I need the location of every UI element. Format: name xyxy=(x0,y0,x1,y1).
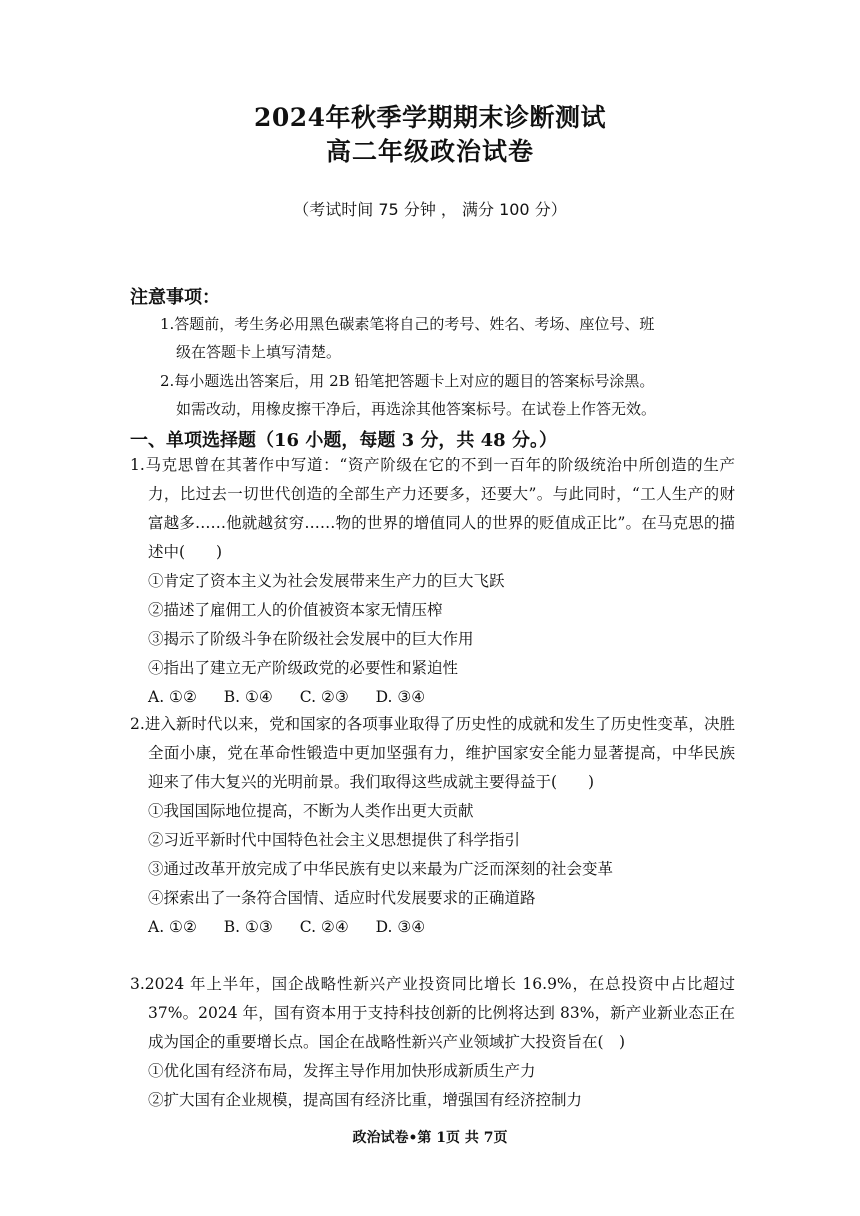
exam-title: 2024年秋季学期期末诊断测试 xyxy=(253,103,607,132)
answer-choice-d: D. ③④ xyxy=(375,918,426,936)
note-item-line: 级在答题卡上填写清楚。 xyxy=(176,343,342,361)
question-option: ③通过改革开放完成了中华民族有史以来最为广泛而深刻的社会变革 xyxy=(148,860,614,878)
answer-choice-a: A. ①② xyxy=(148,918,197,936)
answer-choice-a: A. ①② xyxy=(148,688,197,706)
question-2 xyxy=(130,710,735,942)
answer-choices xyxy=(130,683,735,712)
answer-choice-d: D. ③④ xyxy=(375,688,426,706)
section-title: 一、单项选择题（16 小题，每题 3 分，共 48 分。） xyxy=(130,430,557,451)
question-option: ②习近平新时代中国特色社会主义思想提供了科学指引 xyxy=(148,831,521,849)
question-option: ①我国国际地位提高，不断为人类作出更大贡献 xyxy=(148,802,474,820)
note-item-1 xyxy=(160,310,740,366)
question-option: ①肯定了资本主义为社会发展带来生产力的巨大飞跃 xyxy=(148,572,505,590)
note-item-line: 2.每小题选出答案后，用 2B 铅笔把答题卡上对应的题目的答案标号涂黑。 xyxy=(160,372,655,390)
question-option: ④指出了建立无产阶级政党的必要性和紧迫性 xyxy=(148,659,459,677)
question-option: ②描述了雇佣工人的价值被资本家无情压榨 xyxy=(148,601,443,619)
exam-time-info: （考试时间 75 分钟 ， 满分 100 分） xyxy=(293,200,567,219)
question-stem: 2.进入新时代以来，党和国家的各项事业取得了历史性的成就和发生了历史性变革，决胜全面小康，党在革命性锻造中更加坚强有力，维护国家安全能力显著提高，中华民族迎来了伟大复兴的光明前景。我们取得这些成就主要得益于( ) xyxy=(130,715,735,791)
page-footer: 政治试卷•第 1页 共 7页 xyxy=(352,1130,508,1146)
question-option: ②扩大国有企业规模，提高国有经济比重，增强国有经济控制力 xyxy=(148,1091,583,1109)
question-option: ①优化国有经济布局，发挥主导作用加快形成新质生产力 xyxy=(148,1062,536,1080)
question-3 xyxy=(130,970,735,1115)
note-item-line: 1.答题前，考生务必用黑色碳素笔将自己的考号、姓名、考场、座位号、班 xyxy=(160,315,655,333)
notes-heading: 注意事项： xyxy=(130,287,220,308)
question-stem: 3.2024 年上半年，国企战略性新兴产业投资同比增长 16.9%，在总投资中占比超过 37%。2024 年，国有资本用于支持科技创新的比例将达到 83%，新产业新业态正在成为国企的重要增长点。国企在战略性新兴产业领域扩大投资旨在( ) xyxy=(130,975,735,1051)
exam-subtitle: 高二年级政治试卷 xyxy=(325,137,534,166)
note-item-2 xyxy=(160,367,740,423)
question-option: ③揭示了阶级斗争在阶级社会发展中的巨大作用 xyxy=(148,630,474,648)
answer-choice-c: C. ②④ xyxy=(299,918,349,936)
answer-choice-b: B. ①③ xyxy=(223,918,273,936)
note-item-line: 如需改动，用橡皮擦干净后，再选涂其他答案标号。在试卷上作答无效。 xyxy=(176,400,657,418)
answer-choices xyxy=(130,913,735,942)
question-stem: 1.马克思曾在其著作中写道：“资产阶级在它的不到一百年的阶级统治中所创造的生产力，比过去一切世代创造的全部生产力还要多，还要大”。与此同时，“工人生产的财富越多……他就越贫穷……物的世界的增值同人的世界的贬值成正比”。在马克思的描述中( ) xyxy=(130,456,735,561)
answer-choice-b: B. ①④ xyxy=(223,688,273,706)
question-option: ④探索出了一条符合国情、适应时代发展要求的正确道路 xyxy=(148,889,536,907)
answer-choice-c: C. ②③ xyxy=(299,688,349,706)
question-1 xyxy=(130,451,735,712)
